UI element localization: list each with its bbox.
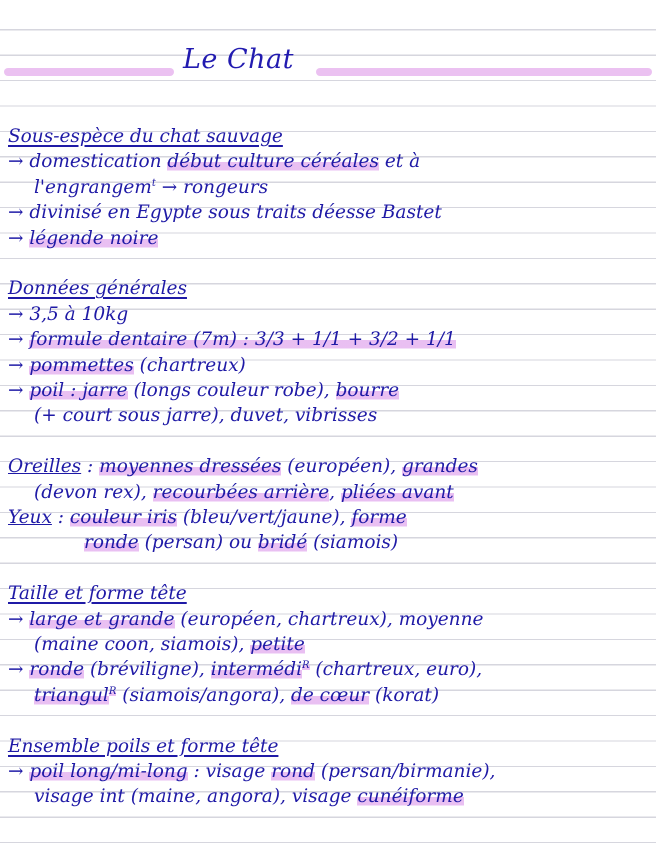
note-line <box>34 784 464 809</box>
highlighted-text: pommettes <box>29 354 134 376</box>
note-line <box>34 403 377 428</box>
note-text: → rongeurs <box>155 176 269 198</box>
note-text: → <box>8 659 30 681</box>
note-line <box>8 607 483 632</box>
note-text: Yeux <box>8 507 52 528</box>
section-heading <box>8 276 187 301</box>
note-text: et à <box>378 151 421 173</box>
note-text: Oreilles <box>8 456 82 478</box>
note-text: (bleu/vert/jaune), <box>177 507 352 528</box>
note-line <box>8 149 420 174</box>
note-text: → domestication <box>8 151 168 173</box>
highlighted-text: petite <box>250 634 305 655</box>
note-text: (korat) <box>369 684 440 706</box>
highlighted-text: intermédi <box>210 659 303 681</box>
note-line <box>8 200 442 225</box>
note-text: (devon rex), <box>34 481 153 503</box>
note-line <box>34 480 454 505</box>
highlighted-text: légende noire <box>29 227 159 249</box>
highlighted-text: début culture céréales <box>167 151 379 173</box>
note-text: , <box>329 481 341 503</box>
page-title: Le Chat <box>183 44 294 75</box>
note-text: → <box>8 761 30 782</box>
section-heading <box>8 734 278 759</box>
highlighted-text: large et grande <box>29 608 175 630</box>
note-line <box>8 327 456 352</box>
highlighted-text: bridé <box>257 532 308 554</box>
note-text: → <box>8 380 30 401</box>
note-text: (chartreux) <box>133 354 246 376</box>
note-line <box>8 759 495 784</box>
note-text: → <box>8 329 30 351</box>
highlighted-text: recourbées arrière <box>152 481 330 503</box>
note-text: (chartreux, euro), <box>309 659 483 681</box>
highlighted-text: poil : jarre <box>29 380 128 401</box>
note-text: (maine coon, siamois), <box>34 634 251 655</box>
highlighted-text: ronde <box>84 532 139 554</box>
title-highlight-left <box>4 68 174 76</box>
note-text: → <box>8 608 30 630</box>
note-line <box>8 353 246 378</box>
note-line <box>84 530 398 555</box>
note-text: (siamois) <box>307 532 399 554</box>
note-line <box>8 657 482 682</box>
note-text: → <box>8 354 30 376</box>
highlighted-text: ronde <box>29 659 85 681</box>
note-text: → 3,5 à 10kg <box>8 303 129 325</box>
note-text: (persan) ou <box>138 532 258 554</box>
note-text: Sous-espèce du chat sauvage <box>8 126 283 147</box>
note-text: (européen, chartreux), moyenne <box>174 608 484 630</box>
note-text: : <box>51 507 70 528</box>
note-text: (longs couleur robe), <box>127 380 336 401</box>
highlighted-text: cunéiforme <box>357 786 464 808</box>
note-line <box>34 683 439 708</box>
highlighted-text: rond <box>271 761 315 782</box>
section-heading <box>8 124 283 149</box>
section-heading <box>8 581 187 606</box>
highlighted-text: de cœur <box>291 684 370 706</box>
highlighted-text: couleur iris <box>69 507 177 528</box>
note-text: (+ court sous jarre), duvet, vibrisses <box>34 405 378 427</box>
note-line <box>8 226 158 251</box>
highlighted-text: forme <box>351 507 407 528</box>
highlighted-text: poil long/mi-long <box>29 761 188 782</box>
note-text: (persan/birmanie), <box>314 761 496 782</box>
title-highlight-right <box>316 68 652 76</box>
note-line <box>8 378 399 403</box>
note-text: → <box>8 227 30 249</box>
note-text: → divinisé en Egypte sous traits déesse Bastet <box>8 202 442 224</box>
highlighted-text: pliées avant <box>340 481 454 503</box>
note-line <box>34 632 305 657</box>
highlighted-text: formule dentaire (7m) : 3/3 + 1/1 + 3/2 + 1/1 <box>29 329 456 351</box>
note-text: Ensemble poils et forme tête <box>8 735 279 757</box>
note-text: l'engrangem <box>34 176 152 198</box>
note-text: : <box>81 456 100 478</box>
note-text: visage int (maine, angora), visage <box>34 786 358 808</box>
note-text: t <box>151 177 156 189</box>
note-text: Taille et forme tête <box>8 583 187 605</box>
note-line <box>8 505 407 530</box>
note-text: Données générales <box>8 278 187 300</box>
highlighted-text: moyennes dressées <box>99 456 282 478</box>
note-line <box>8 302 128 327</box>
highlighted-text: R <box>302 660 310 672</box>
highlighted-text: bourre <box>335 380 400 401</box>
note-text: (bréviligne), <box>84 659 211 681</box>
note-text: (siamois/angora), <box>116 684 291 706</box>
highlighted-text: triangul <box>34 684 109 706</box>
title-row <box>0 44 656 80</box>
note-line <box>8 454 478 479</box>
highlighted-text: grandes <box>401 456 478 478</box>
highlighted-text: R <box>108 685 117 697</box>
note-text: : visage <box>187 761 272 782</box>
note-line <box>34 175 268 200</box>
note-text: (européen), <box>281 456 402 478</box>
